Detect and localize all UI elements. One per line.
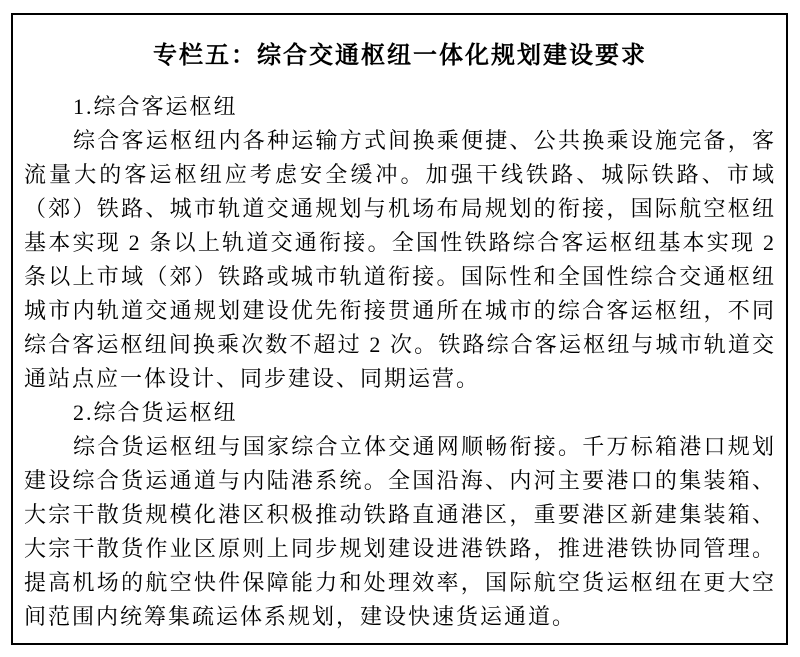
text-line: 建设综合货运通道与内陆港系统。全国沿海、内河主要港口的集装箱、 (24, 468, 776, 493)
text-line: （郊）铁路、城市轨道交通规划与机场布局规划的衔接，国际航空枢纽 (24, 196, 776, 221)
section-2-heading: 2.综合货运枢纽 (73, 400, 238, 425)
text-line: 流量大的客运枢纽应考虑安全缓冲。加强干线铁路、城际铁路、市域 (24, 162, 776, 187)
text-line: 通站点应一体设计、同步建设、同期运营。 (24, 366, 481, 391)
text-line: 综合货运枢纽与国家综合立体交通网顺畅衔接。千万标箱港口规划 (73, 434, 776, 459)
text-line: 大宗干散货规模化港区积极推动铁路直通港区，重要港区新建集装箱、 (24, 502, 776, 527)
column-box (11, 13, 788, 645)
text-line: 综合客运枢纽内各种运输方式间换乘便捷、公共换乘设施完备，客 (73, 128, 776, 153)
text-line: 条以上市域（郊）铁路或城市轨道衔接。国际性和全国性综合交通枢纽 (24, 264, 776, 289)
text-line: 间范围内统筹集疏运体系规划，建设快速货运通道。 (24, 604, 577, 629)
text-line: 基本实现 2 条以上轨道交通衔接。全国性铁路综合客运枢纽基本实现 2 (24, 230, 776, 255)
body-text (24, 90, 776, 634)
text-line: 提高机场的航空快件保障能力和处理效率，国际航空货运枢纽在更大空 (24, 570, 776, 595)
text-line: 综合客运枢纽间换乘次数不超过 2 次。铁路综合客运枢纽与城市轨道交 (24, 332, 776, 357)
text-line: 城市内轨道交通规划建设优先衔接贯通所在城市的综合客运枢纽，不同 (24, 298, 776, 323)
box-title: 专栏五：综合交通枢纽一体化规划建设要求 (153, 42, 647, 69)
section-1-heading: 1.综合客运枢纽 (73, 94, 238, 119)
text-line: 大宗干散货作业区原则上同步规划建设进港铁路，推进港铁协同管理。 (24, 536, 776, 561)
column-box-content (13, 15, 786, 634)
